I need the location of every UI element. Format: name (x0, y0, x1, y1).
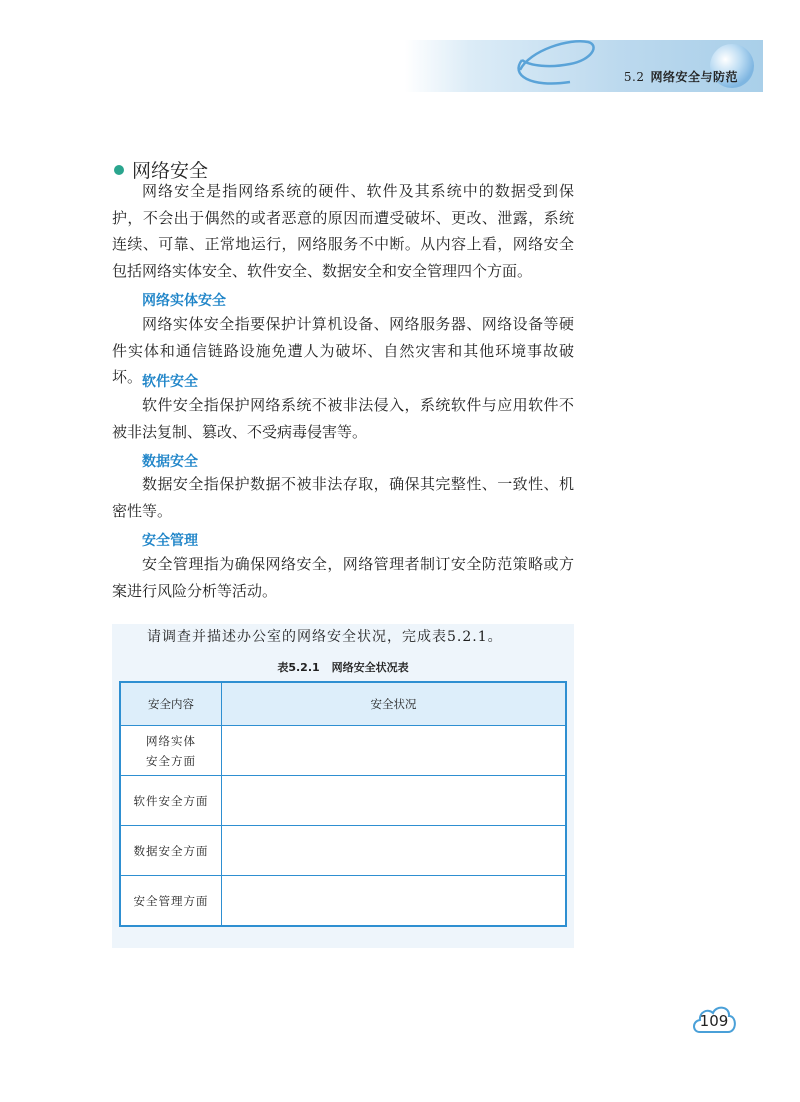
status-cell-management[interactable] (222, 876, 567, 927)
subhead-physical-security: 网络实体安全 (142, 293, 226, 309)
paragraph-software-security: 软件安全指保护网络系统不被非法侵入，系统软件与应用软件不被非法复制、篡改、不受病毒侵害等。 (112, 396, 574, 441)
status-table (119, 681, 567, 927)
column-header-content: 安全内容 (120, 682, 222, 726)
intro-paragraph: 网络安全是指网络系统的硬件、软件及其系统中的数据受到保护，不会出于偶然的或者恶意的原因而遭受破坏、更改、泄露，系统连续、可靠、正常地运行，网络服务不中断。从内容上看，网络安全包括网络实体安全、软件安全、数据安全和安全管理四个方面。 (112, 182, 574, 280)
row-label-line1: 网络实体 (146, 733, 196, 748)
table-title: 网络安全状况表 (331, 661, 409, 674)
subhead-data-security: 数据安全 (142, 454, 198, 470)
heading-text: 网络安全 (132, 160, 209, 182)
row-label-software: 软件安全方面 (120, 776, 222, 826)
table-row (120, 826, 566, 876)
paragraph-physical-security: 网络实体安全指要保护计算机设备、网络服务器、网络设备等硬件实体和通信链路设施免遭人为破坏、自然灾害和其他环境事故破坏。 (112, 315, 574, 386)
e-logo-icon (500, 30, 610, 92)
status-cell-software[interactable] (222, 776, 567, 826)
status-cell-physical[interactable] (222, 726, 567, 776)
row-label-line2: 安全方面 (146, 753, 196, 768)
section-title: 网络安全与防范 (650, 70, 738, 84)
status-cell-data[interactable] (222, 826, 567, 876)
section-number: 5.2 (623, 70, 645, 84)
activity-instruction: 请调查并描述办公室的网络安全状况，完成表5.2.1。 (147, 629, 503, 645)
table-row (120, 726, 566, 776)
column-header-status: 安全状况 (222, 682, 567, 726)
table-caption (0, 659, 686, 675)
paragraph-security-management: 安全管理指为确保网络安全，网络管理者制订安全防范策略或方案进行风险分析等活动。 (112, 555, 574, 600)
table-row (120, 876, 566, 927)
paragraph-data-security: 数据安全指保护数据不被非法存取，确保其完整性、一致性、机密性等。 (112, 475, 574, 520)
row-label-data: 数据安全方面 (120, 826, 222, 876)
subhead-security-management: 安全管理 (142, 533, 198, 549)
row-label-physical (120, 726, 222, 776)
page-number: 109 (699, 1012, 729, 1030)
row-label-management: 安全管理方面 (120, 876, 222, 927)
table-row (120, 776, 566, 826)
table-number: 表5.2.1 (277, 661, 320, 674)
bullet-dot-icon (114, 165, 124, 175)
subhead-software-security: 软件安全 (142, 374, 198, 390)
running-header (624, 68, 738, 85)
table-header-row (120, 682, 566, 726)
